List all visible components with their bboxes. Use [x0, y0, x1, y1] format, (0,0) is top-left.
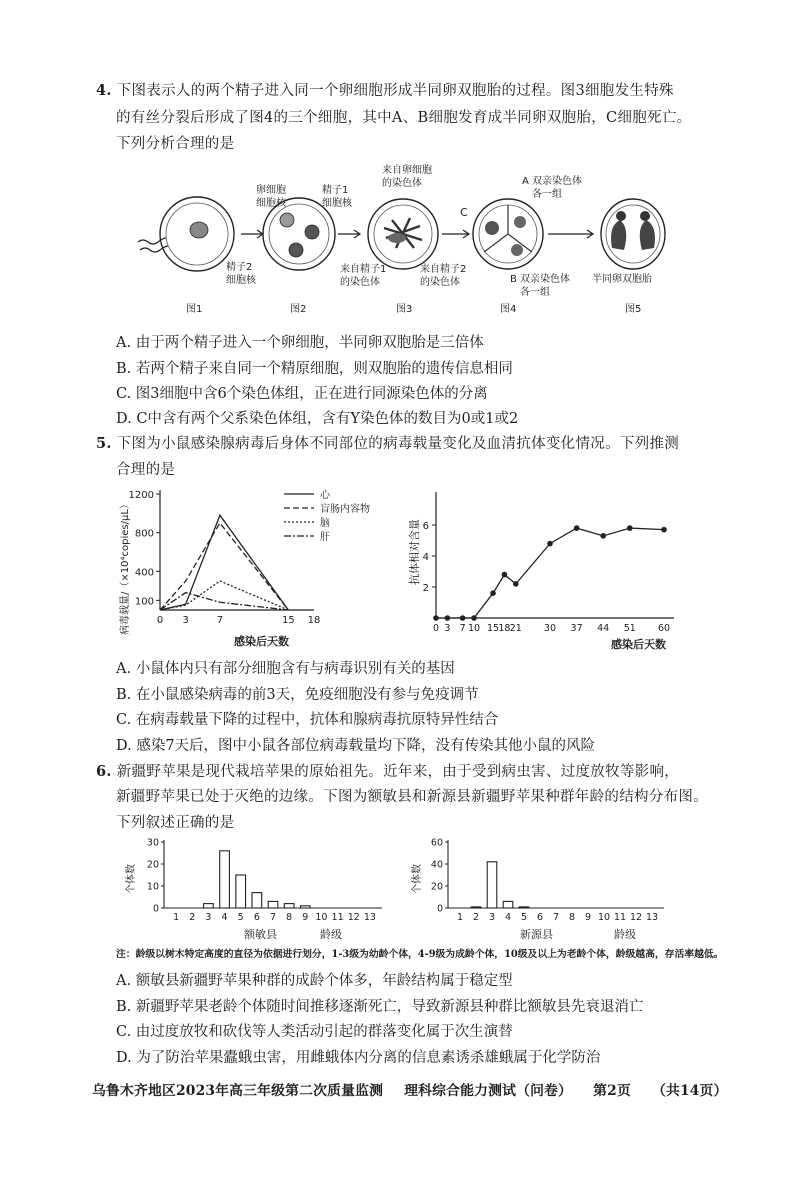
c4-xtick-label: 1 — [456, 912, 464, 923]
c3-xtick-label: 3 — [205, 912, 212, 923]
sperm2-chromosomes-label-1: 来自精子2 — [420, 264, 467, 275]
figure-1-label: 图1 — [186, 304, 203, 315]
chart3-age-label: 龄级 — [320, 928, 342, 941]
c4-xtick-label: 12 — [629, 912, 643, 923]
chart1-ytick-label: 100 — [134, 596, 154, 608]
c3-xtick-label: 10 — [315, 912, 328, 923]
c3-xtick-label: 8 — [286, 912, 293, 923]
chart2-point — [513, 581, 519, 587]
chart2-xtick-label: 30 — [543, 623, 557, 634]
c4-xtick-label: 10 — [597, 912, 611, 923]
chart2-xtick-label: 44 — [597, 623, 610, 634]
chart2-point — [460, 615, 466, 621]
chart1-y-label: 病毒载量/（×10⁴copies/μL） — [120, 499, 131, 635]
chart4-y-label: 个体数 — [412, 864, 423, 894]
c3-bar — [236, 875, 246, 908]
chart2-xtick-label: 51 — [623, 623, 636, 634]
figure-4 — [460, 174, 582, 315]
sperm1-chromosomes-label-1: 来自精子1 — [340, 264, 387, 275]
c4-xtick-label: 9 — [584, 912, 592, 923]
c3-xtick-label: 6 — [253, 912, 260, 923]
q6-stem-line-2: 新疆野苹果已处于灭绝的边缘。下图为额敏县和新源县新疆野苹果种群年龄的结构分布图。 — [116, 789, 708, 805]
egg-nucleus-label-2: 细胞核 — [256, 198, 286, 209]
c3-bar — [252, 893, 262, 908]
figure-4-label: 图4 — [500, 304, 517, 315]
q5-option-a[interactable]: A. 小鼠体内只有部分细胞含有与病毒识别有关的基因 — [116, 661, 455, 677]
chart2-point — [490, 590, 496, 596]
sperm1-chromosomes-label-2: 的染色体 — [340, 277, 380, 288]
c4-bar — [519, 907, 529, 908]
q6-stem-line-1: 6. 新疆野苹果是现代栽培苹果的原始祖先。近年来，由于受到病虫害、过度放牧等影响， — [96, 763, 680, 780]
chart1-xtick-label: 18 — [307, 615, 321, 626]
chart2-y-label: 抗体相对含量 — [408, 519, 421, 585]
footer-subject: 理科综合能力测试（问卷） — [404, 1083, 573, 1099]
virus-load-chart — [114, 480, 404, 660]
q5-option-c[interactable]: C. 在病毒载量下降的过程中，抗体和腺病毒抗原特异性结合 — [116, 712, 499, 728]
c4-xtick-label: 13 — [645, 912, 659, 923]
q6-option-b[interactable]: B. 新疆野苹果老龄个体随时间推移逐渐死亡，导致新源县种群比额敏县先衰退消亡 — [116, 999, 644, 1015]
figure-3 — [340, 163, 466, 315]
c4-xtick-label: 2 — [472, 912, 480, 923]
q4-option-a[interactable]: A. 由于两个精子进入一个卵细胞，半同卵双胞胎是三倍体 — [116, 335, 484, 351]
c4-ytick-label: 20 — [430, 881, 443, 893]
figure-1 — [138, 197, 234, 315]
chart2-ytick-label: 2 — [422, 583, 429, 594]
chart2-point — [661, 527, 667, 533]
chart2-xtick-label: 37 — [570, 623, 583, 634]
c3-xtick-label: 7 — [269, 912, 277, 923]
chart1-legend-label: 心 — [320, 490, 330, 501]
sperm2-chromosomes-label-2: 的染色体 — [420, 277, 460, 288]
chart3-y-label: 个体数 — [126, 864, 137, 894]
chart2-point — [502, 572, 508, 578]
q6-stem-line-3: 下列叙述正确的是 — [116, 815, 235, 831]
c3-bar — [268, 901, 278, 908]
page-footer — [92, 1079, 744, 1099]
c4-bar — [471, 907, 481, 908]
footer-total: （共14页） — [651, 1083, 728, 1099]
q5-option-b[interactable]: B. 在小鼠感染病毒的前3天，免疫细胞没有参与免疫调节 — [116, 687, 479, 703]
chart2-point — [433, 615, 439, 621]
sperm2-nucleus-label-2: 细胞核 — [226, 275, 256, 286]
chart1-legend-label: 脑 — [320, 518, 330, 529]
chart2-point — [600, 533, 606, 539]
q5-option-d[interactable]: D. 感染7天后，图中小鼠各部位病毒载量均下降，没有传染其他小鼠的风险 — [116, 738, 596, 754]
figure-3-label: 图3 — [396, 304, 413, 315]
chart1-xtick-label: 3 — [182, 615, 189, 626]
chart2-xtick-label: 7 — [459, 623, 466, 634]
c3-xtick-label: 13 — [363, 912, 376, 923]
egg-chromosomes-label-1: 来自卵细胞 — [382, 165, 432, 176]
chart1-xtick-label: 0 — [156, 615, 164, 626]
q4-stem-line-1: 4. 下图表示人的两个精子进入同一个卵细胞形成半同卵双胞胎的过程。图3细胞发生特殊 — [96, 82, 674, 99]
q5-number: 5. — [96, 435, 112, 452]
footer-region: 乌鲁木齐地区2023年高三年级第二次质量监测 — [92, 1083, 384, 1099]
c3-ytick-label: 0 — [152, 903, 159, 915]
q6-option-a[interactable]: A. 额敏县新疆野苹果种群的成龄个体多，年龄结构属于稳定型 — [116, 973, 513, 989]
xinyuan-age-chart — [396, 832, 706, 942]
footer-page: 第2页 — [593, 1083, 631, 1099]
c4-xtick-label: 5 — [520, 912, 528, 923]
c3-ytick-label: 20 — [146, 859, 159, 871]
egg-nucleus-label-1: 卵细胞 — [256, 185, 286, 196]
c3-xtick-label: 1 — [173, 912, 180, 923]
c4-xtick-label: 8 — [568, 912, 576, 923]
chart2-point — [574, 525, 580, 531]
q4-stem-line-2: 的有丝分裂后形成了图4的三个细胞，其中A、B细胞发育成半同卵双胞胎，C细胞死亡。 — [116, 110, 692, 126]
c3-xtick-label: 12 — [347, 912, 360, 923]
q6-number: 6. — [96, 763, 112, 780]
c4-xtick-label: 6 — [536, 912, 544, 923]
q4-option-b[interactable]: B. 若两个精子来自同一个精原细胞，则双胞胎的遗传信息相同 — [116, 361, 513, 377]
chart2-point — [627, 525, 633, 531]
chart2-x-label: 感染后天数 — [611, 638, 666, 651]
chart2-point — [445, 615, 451, 621]
c3-xtick-label: 5 — [237, 912, 244, 923]
chart2-ytick-label: 4 — [422, 552, 429, 563]
c3-xtick-label: 4 — [221, 912, 228, 923]
chart2-point — [471, 615, 477, 621]
figure-5 — [592, 199, 665, 315]
q4-diagram — [0, 160, 794, 325]
cell-a-label-1: A 双亲染色体 — [522, 176, 583, 187]
q5-stem-line-2: 合理的是 — [116, 462, 176, 478]
chart1-ytick-label: 800 — [134, 528, 154, 540]
chart2-xtick-label: 3 — [444, 623, 451, 634]
cell-c-label: C — [460, 206, 468, 219]
c4-xtick-label: 7 — [552, 912, 560, 923]
chart2-xtick-label: 60 — [657, 623, 671, 634]
c4-bar — [503, 901, 513, 908]
chart2-xtick-label: 15 — [486, 623, 500, 634]
c3-ytick-label: 10 — [146, 881, 159, 893]
chart1-x-label: 感染后天数 — [234, 635, 289, 648]
chart1-ytick-label: 1200 — [128, 490, 154, 501]
figure-2-label: 图2 — [290, 304, 307, 315]
c4-ytick-label: 60 — [430, 837, 443, 849]
chart2-point — [547, 541, 553, 547]
c3-xtick-label: 9 — [302, 912, 309, 923]
sperm1-nucleus-label-1: 精子1 — [322, 185, 349, 196]
c3-bar — [204, 904, 214, 908]
chart2-xtick-label: 10 — [467, 623, 481, 634]
c3-xtick-label: 11 — [331, 912, 344, 923]
q4-stem-line-3: 下列分析合理的是 — [116, 136, 235, 152]
cell-b-label-1: B 双亲染色体 — [510, 274, 571, 285]
c4-ytick-label: 0 — [436, 903, 443, 915]
q4-option-d[interactable]: D. C中含有两个父系染色体组，含有Y染色体的数目为0或1或2 — [116, 411, 519, 427]
q4-option-c[interactable]: C. 图3细胞中含6个染色体组，正在进行同源染色体的分离 — [116, 386, 488, 402]
c3-xtick-label: 2 — [189, 912, 196, 923]
q4-number: 4. — [96, 82, 112, 99]
chart2-xtick-label: 21 — [509, 623, 522, 634]
c4-xtick-label: 4 — [504, 912, 512, 923]
sperm1-nucleus-label-2: 细胞核 — [322, 198, 352, 209]
antibody-chart — [406, 480, 686, 660]
figure-2 — [226, 183, 353, 315]
c3-bar — [220, 851, 230, 908]
sperm2-nucleus-label-1: 精子2 — [226, 262, 253, 273]
q5-stem-line-1: 5. 下图为小鼠感染腺病毒后身体不同部位的病毒载量变化及血清抗体变化情况。下列推测 — [96, 435, 680, 452]
q6-option-c[interactable]: C. 由过度放牧和砍伐等人类活动引起的群落变化属于次生演替 — [116, 1024, 513, 1040]
chart1-xtick-label: 15 — [281, 615, 295, 626]
chart2-xtick-label: 18 — [498, 623, 511, 634]
figure-5-label: 图5 — [625, 304, 642, 315]
chart2-xtick-label: 0 — [432, 623, 440, 634]
c3-bar — [300, 906, 310, 908]
chart4-county-label: 新源县 — [520, 928, 553, 941]
cell-b-label-2: 各一组 — [520, 287, 550, 298]
chart3-county-label: 额敏县 — [244, 928, 277, 941]
c4-xtick-label: 3 — [488, 912, 496, 923]
c4-ytick-label: 40 — [430, 859, 443, 871]
egg-chromosomes-label-2: 的染色体 — [382, 178, 422, 189]
chart1-xtick-label: 7 — [216, 615, 224, 626]
chart1-legend-label: 盲肠内容物 — [320, 504, 370, 515]
chart4-age-label: 龄级 — [614, 928, 636, 941]
chart1-ytick-label: 400 — [134, 567, 154, 579]
q6-option-d[interactable]: D. 为了防治苹果蠹蛾虫害，用雌蛾体内分离的信息素诱杀雄蛾属于化学防治 — [116, 1050, 601, 1066]
chart2-ytick-label: 6 — [422, 521, 429, 532]
c3-ytick-label: 30 — [146, 837, 159, 849]
cell-a-label-2: 各一组 — [532, 189, 562, 200]
c3-bar — [284, 904, 294, 908]
q6-note: 注：龄级以树木特定高度的直径为依据进行划分，1-3级为幼龄个体，4-9级为成龄个体，10级及以上为老龄个体，龄级越高，存活率越低。 — [116, 949, 724, 960]
c4-bar — [487, 862, 497, 908]
twins-label: 半同卵双胞胎 — [592, 274, 652, 285]
c4-xtick-label: 11 — [613, 912, 627, 923]
chart3-age-label-wrap — [320, 924, 380, 944]
chart1-legend-label: 肝 — [320, 532, 330, 543]
